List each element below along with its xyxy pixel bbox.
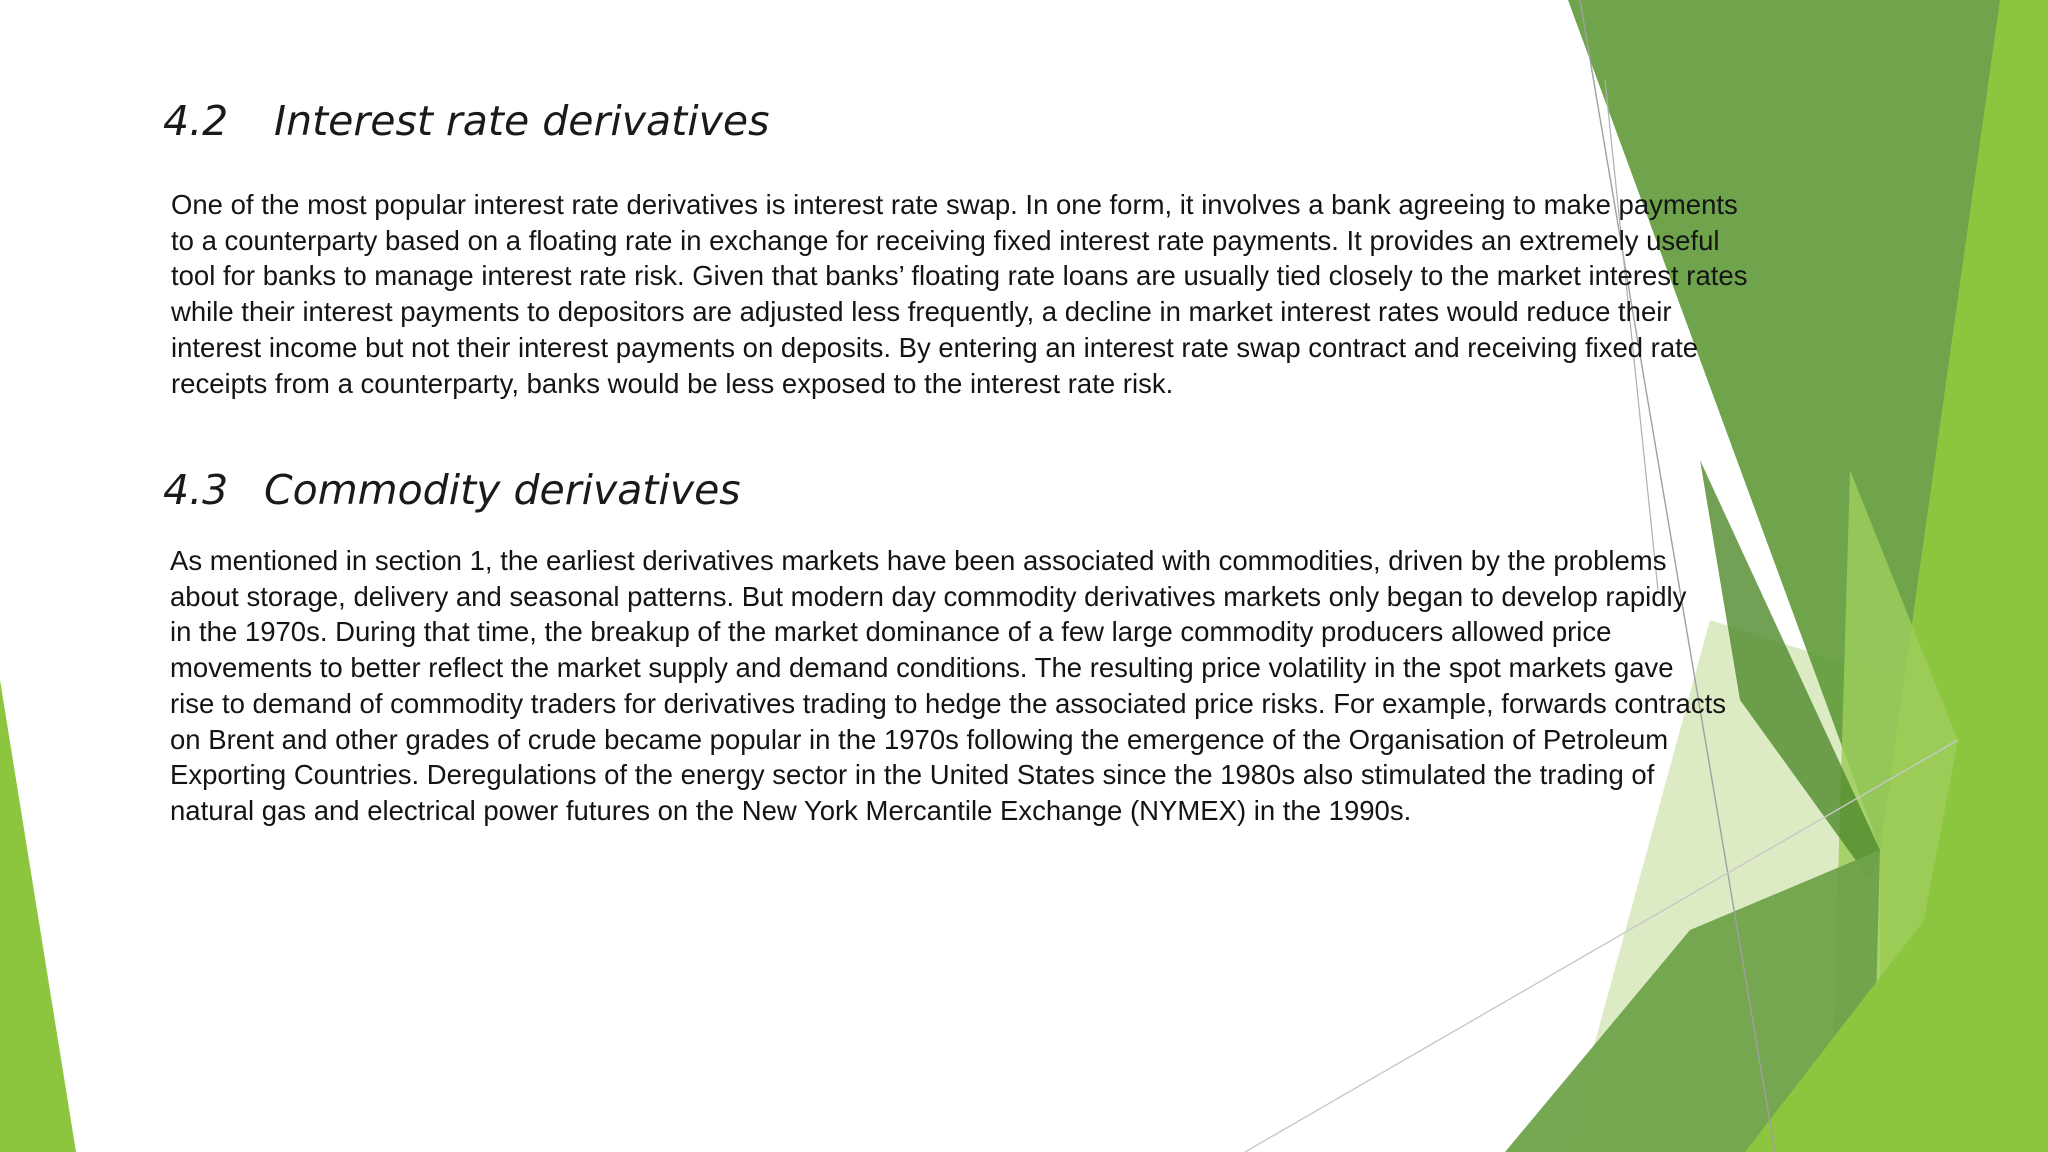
paragraph-line: As mentioned in section 1, the earliest derivatives markets have been associated with commodities, driven by the problems [170,545,1667,576]
section-paragraph-4-3 [170,543,1726,829]
paragraph-line: while their interest payments to depositors are adjusted less frequently, a decline in market interest rates would reduce their [171,296,1672,328]
paragraph-line: One of the most popular interest rate derivatives is interest rate swap. In one form, it involves a bank agreeing to make payments [171,189,1738,220]
paragraph-line: tool for banks to manage interest rate risk. Given that banks’ floating rate loans are usually tied closely to the market interest rates [171,260,1748,292]
paragraph-line: on Brent and other grades of crude became popular in the 1970s following the emergence of the Organisation of Petroleum [170,723,1669,755]
paragraph-line: about storage, delivery and seasonal patterns. But modern day commodity derivatives markets only began to develop rapidly [170,580,1687,612]
paragraph-line: receipts from a counterparty, banks would be less exposed to the interest rate risk. [171,367,1174,399]
left-accent-shape [0,680,76,1152]
paragraph-line: Exporting Countries. Deregulations of the energy sector in the United States since the 1980s also stimulated the trading of [170,759,1655,791]
section-paragraph-4-2 [171,187,1747,401]
paragraph-line: to a counterparty based on a floating rate in exchange for receiving fixed interest rate payments. It provides an extremely useful [171,224,1720,256]
section-heading-4-3 [163,466,741,514]
section-title: Commodity derivatives [264,466,741,514]
paragraph-line: interest income but not their interest payments on deposits. By entering an interest rate swap contract and receiving fixed rate [171,331,1699,363]
section-number: 4.3 [163,466,229,514]
paragraph-line: in the 1970s. During that time, the breakup of the market dominance of a few large commodity producers allowed price [170,616,1612,648]
paragraph-line: natural gas and electrical power futures on the New York Mercantile Exchange (NYMEX) in the 1990s. [170,794,1412,826]
section-heading-4-2 [163,97,769,145]
paragraph-line: movements to better reflect the market supply and demand conditions. The resulting price volatility in the spot markets gave [170,652,1674,684]
paragraph-line: rise to demand of commodity traders for derivatives trading to hedge the associated price risks. For example, forwards contracts [170,687,1726,719]
section-title: Interest rate derivatives [274,97,770,145]
section-number: 4.2 [163,97,229,145]
